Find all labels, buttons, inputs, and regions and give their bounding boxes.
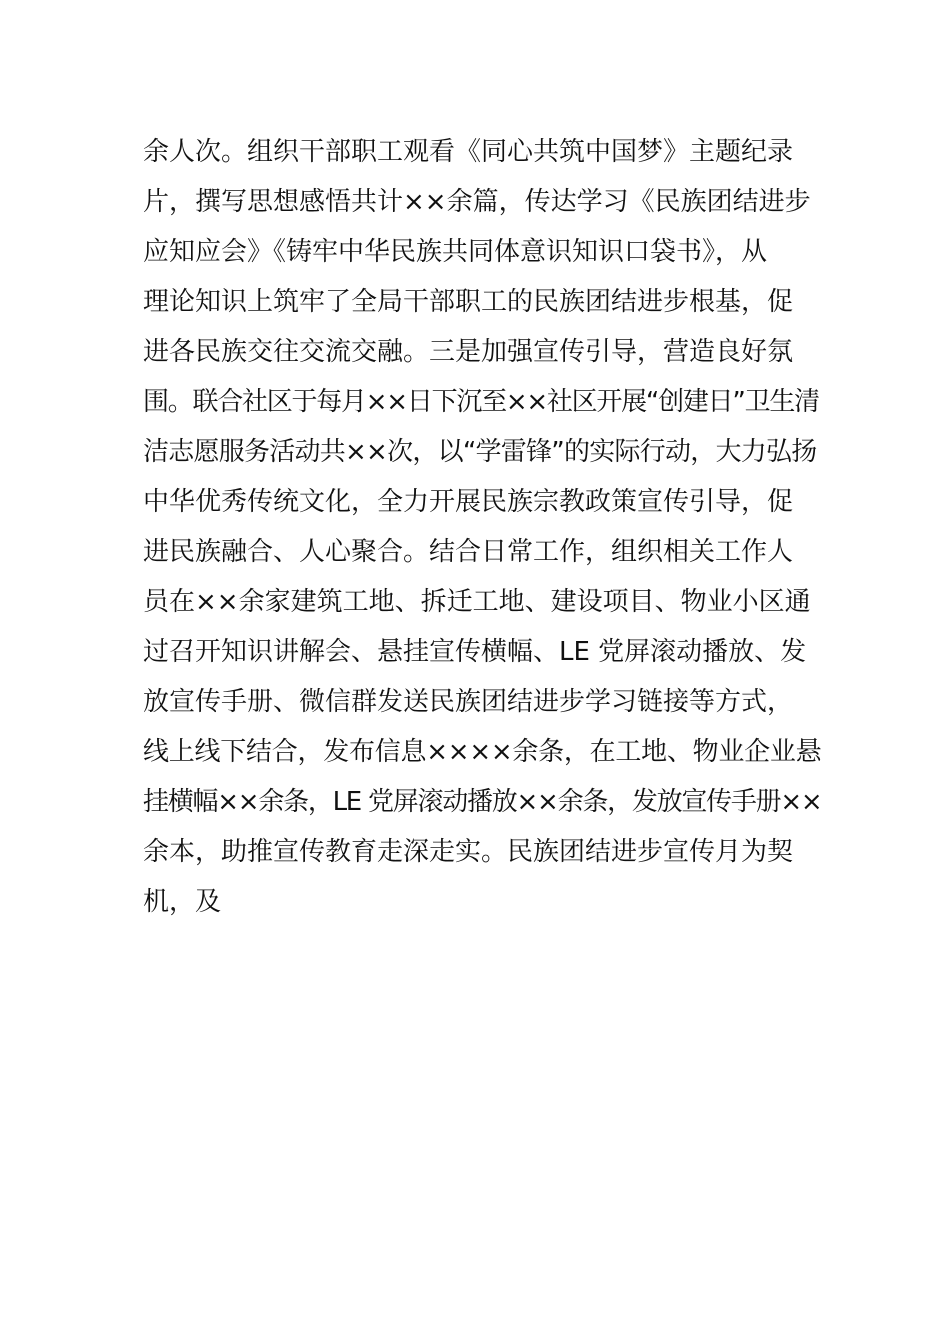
paragraph-line: 余本，助推宣传教育走深走实。民族团结进步宣传月为契: [143, 837, 794, 867]
body-paragraph: [143, 127, 823, 927]
paragraph-line: 挂横幅××余条，LE 党屏滚动播放××余条，发放宣传手册××: [143, 787, 822, 817]
paragraph-line: 余人次。组织干部职工观看《同心共筑中国梦》主题纪录: [143, 137, 794, 167]
paragraph-line: 理论知识上筑牢了全局干部职工的民族团结进步根基，促: [143, 287, 794, 317]
paragraph-line: 中华优秀传统文化，全力开展民族宗教政策宣传引导，促: [143, 487, 794, 517]
paragraph-line: 进各民族交往交流交融。三是加强宣传引导，营造良好氛: [143, 337, 794, 367]
paragraph-line: 洁志愿服务活动共××次，以“学雷锋”的实际行动，大力弘扬: [143, 437, 817, 467]
paragraph-line: 过召开知识讲解会、悬挂宣传横幅、LE 党屏滚动播放、发: [143, 637, 807, 667]
paragraph-line: 线上线下结合，发布信息××××余条，在工地、物业企业悬: [143, 737, 822, 767]
paragraph-line: 片，撰写思想感悟共计××余篇，传达学习《民族团结进步: [143, 187, 811, 217]
paragraph-line: 员在××余家建筑工地、拆迁工地、建设项目、物业小区通: [143, 587, 811, 617]
paragraph-line: 机，及: [143, 887, 222, 917]
paragraph-line: 进民族融合、人心聚合。结合日常工作，组织相关工作人: [143, 537, 794, 567]
paragraph-line: 放宣传手册、微信群发送民族团结进步学习链接等方式，: [143, 687, 794, 717]
paragraph-line: 应知应会》《铸牢中华民族共同体意识知识口袋书》，从: [143, 237, 768, 267]
paragraph-line: 围。联合社区于每月××日下沉至××社区开展“创建日”卫生清: [143, 387, 819, 417]
